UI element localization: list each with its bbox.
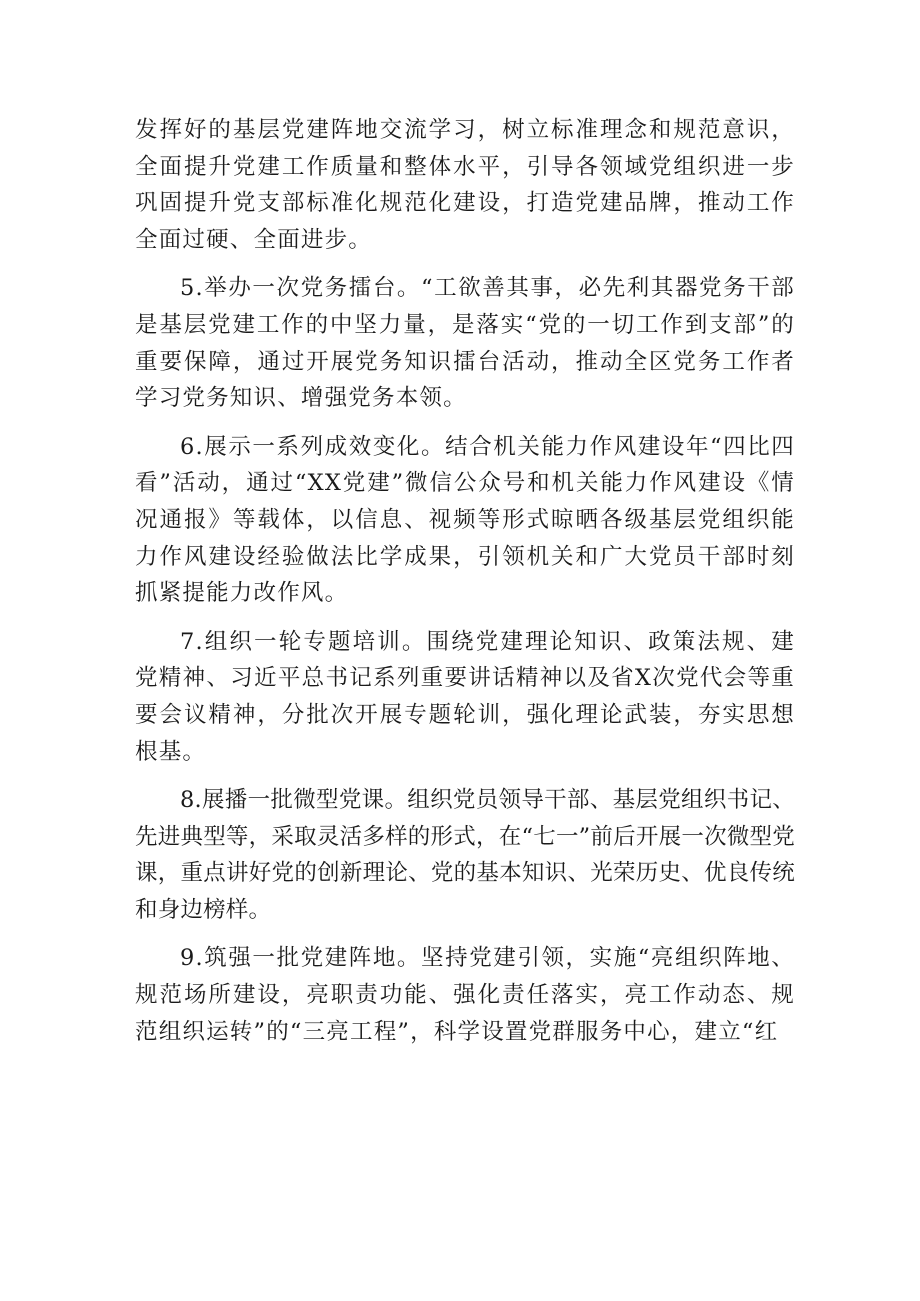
- paragraph-continuation: 发挥好的基层党建阵地交流学习，树立标准理念和规范意识，全面提升党建工作质量和整体水平，引导各领域党组织进一步巩固提升党支部标准化规范化建设，打造党建品牌，推动工作全面过硬、全面进步。: [135, 117, 795, 253]
- paragraph-item-6: 6.展示一系列成效变化。结合机关能力作风建设年“四比四看”活动，通过“XX党建”微信公众号和机关能力作风建设《情况通报》等载体，以信息、视频等形式晾晒各级基层党组织能力作风建设经验做法比学成果，引领机关和广大党员干部时刻抓紧提能力改作风。: [135, 433, 795, 607]
- paragraph-item-9: 9.筑强一批党建阵地。坚持党建引领，实施“亮组织阵地、规范场所建设，亮职责功能、强化责任落实，亮工作动态、规范组织运转”的“三亮工程”，科学设置党群服务中心，建立“红: [135, 945, 795, 1045]
- paragraph-item-8: 8.展播一批微型党课。组织党员领导干部、基层党组织书记、先进典型等，采取灵活多样的形式，在“七一”前后开展一次微型党课，重点讲好党的创新理论、党的基本知识、光荣历史、优良传统和身边榜样。: [135, 787, 795, 923]
- paragraph-item-5: 5.举办一次党务擂台。“工欲善其事，必先利其器党务干部是基层党建工作的中坚力量，是落实“党的一切工作到支部”的重要保障，通过开展党务知识擂台活动，推动全区党务工作者学习党务知识、增强党务本领。: [135, 275, 795, 412]
- paragraph-item-7: 7.组织一轮专题培训。围绕党建理论知识、政策法规、建党精神、习近平总书记系列重要讲话精神以及省X次党代会等重要会议精神，分批次开展专题轮训，强化理论武装，夯实思想根基。: [135, 628, 795, 765]
- document-body: [135, 112, 795, 1062]
